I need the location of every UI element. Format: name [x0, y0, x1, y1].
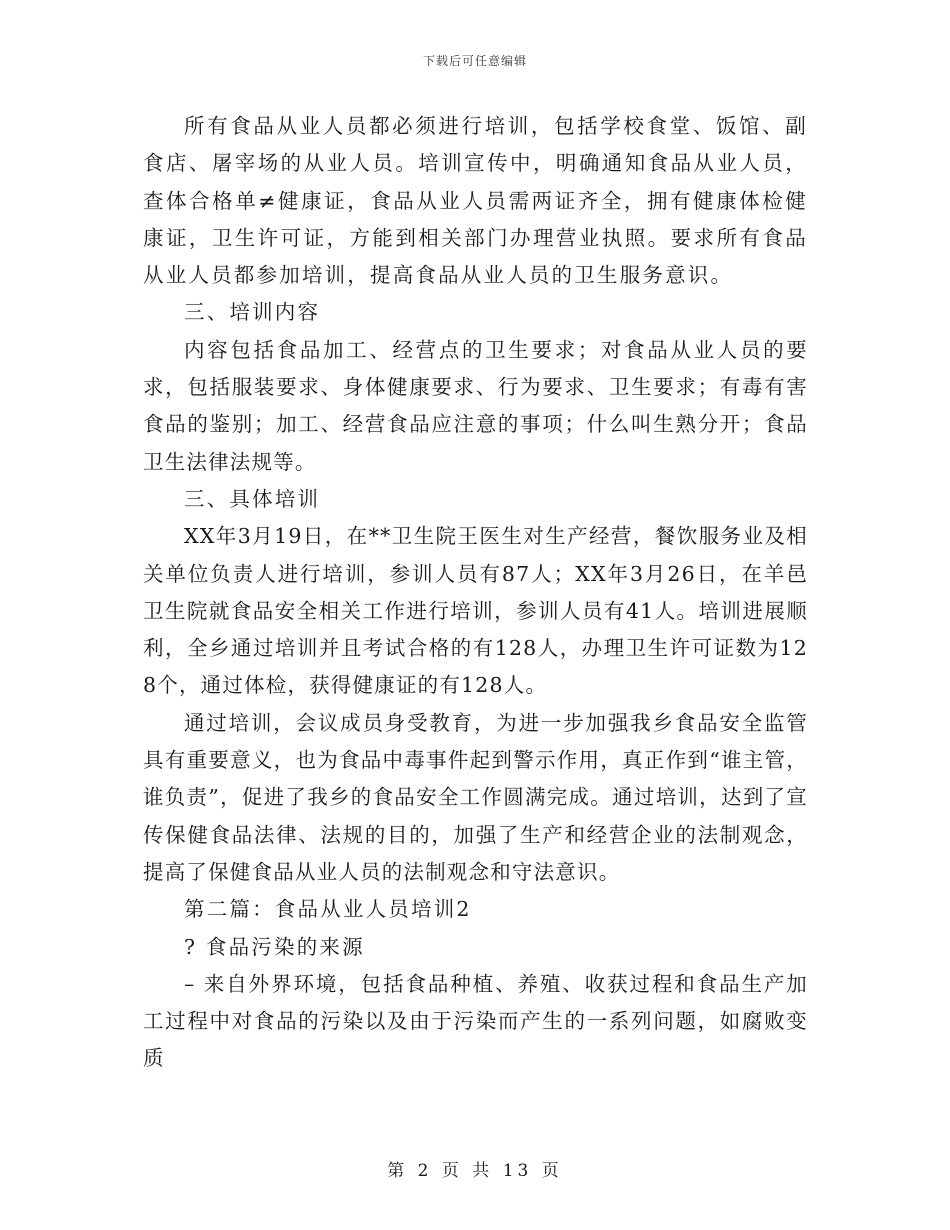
paragraph-training-requirement: 所有食品从业人员都必须进行培训，包括学校食堂、饭馆、副食店、屠宰场的从业人员。培训宣传中，明确通知食品从业人员，查体合格单≠健康证，食品从业人员需两证齐全，拥有健康体检健康证，卫生许可证，方能到相关部门办理营业执照。要求所有食品从业人员都参加培训，提高食品从业人员的卫生服务意识。 [143, 114, 808, 288]
bullet-external-environment: – 来自外界环境，包括食品种植、养殖、收获过程和食品生产加工过程中对食品的污染以及由于污染而产生的一系列问题，如腐败变质 [143, 971, 808, 1071]
page-header: 下载后可任意编辑 [422, 54, 527, 68]
paragraph-training-results: 通过培训，会议成员身受教育，为进一步加强我乡食品安全监管具有重要意义，也为食品中毒事件起到警示作用，真正作到“谁主管，谁负责”，促进了我乡的食品安全工作圆满完成。通过培训，达到了宣传保健食品法律、法规的目的，加强了生产和经营企业的法制观念，提高了保健食品从业人员的法制观念和守法意识。 [143, 710, 808, 884]
page-footer: 第 2 页 共 13 页 [387, 1161, 563, 1181]
bullet-food-contamination-sources: ? 食品污染的来源 [184, 934, 365, 959]
chapter-heading-part-two: 第二篇：食品从业人员培训2 [184, 897, 472, 922]
section-heading-specific-training: 三、具体培训 [184, 486, 321, 511]
paragraph-training-content: 内容包括食品加工、经营点的卫生要求；对食品从业人员的要求，包括服装要求、身体健康要求、行为要求、卫生要求；有毒有害食品的鉴别；加工、经营食品应注意的事项；什么叫生熟分开；食品卫生法律法规等。 [143, 337, 808, 474]
paragraph-specific-training: XX年3月19日，在**卫生院王医生对生产经营，餐饮服务业及相关单位负责人进行培训，参训人员有87人；XX年3月26日，在羊邑卫生院就食品安全相关工作进行培训，参训人员有41人。培训进展顺利，全乡通过培训并且考试合格的有128人，办理卫生许可证数为128个，通过体检，获得健康证的有128人。 [143, 524, 808, 698]
document-body [143, 108, 808, 1078]
section-heading-training-content: 三、培训内容 [184, 300, 321, 325]
